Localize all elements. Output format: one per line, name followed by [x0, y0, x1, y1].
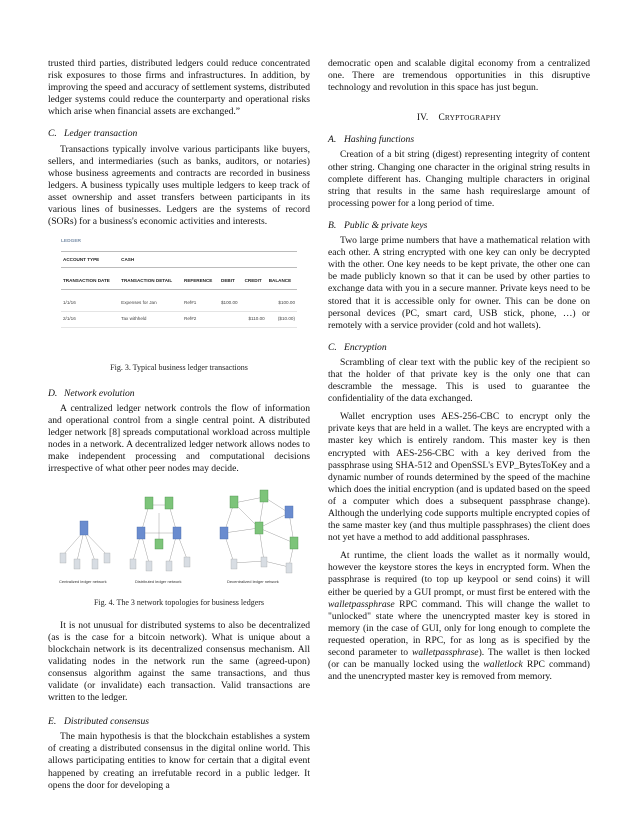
paragraph-keys: Two large prime numbers that have a mathematical relation with each other. A string encrypted with one key can only be decrypted with the other. One key needs to be kept private, the other one can be made publicly known so that it can be used by other parties to exchange data with you in a secure manner. Private keys need to be stored that it is accessible only for owner. This can be done on personal devices (PC, smart card, USB stick, phone, …) or remotely with a service provider (cold and hot wallets).: [328, 235, 590, 331]
ledger-account-row: [61, 252, 297, 268]
server-icon: [173, 527, 181, 539]
ledger-title: LEDGER: [61, 239, 81, 245]
server-icon: [137, 527, 145, 539]
server-icon: [74, 559, 80, 569]
paragraph-network-evolution: A centralized ledger network controls the flow of information and operational control from a single central point. A distributed ledger network [8] spreads computational workload across multiple nodes in a network. A decentralized ledger network allows nodes to make independent processing and computational decisions irrespective of what other peer nodes may decide.: [48, 402, 310, 475]
table-cell: Ref#2: [182, 311, 219, 327]
section-title-initial: C: [438, 113, 445, 124]
server-icon: [286, 563, 292, 573]
subsection-title: Hashing functions: [344, 134, 415, 146]
ledger-table: [61, 251, 297, 327]
section-number: IV.: [416, 113, 429, 124]
ledger-cash-head: CASH: [119, 252, 297, 268]
server-icon: [290, 537, 298, 549]
section-heading-cryptography: [328, 112, 590, 124]
paragraph-continued: democratic open and scalable digital economy from a centralized one. There are tremendous opportunities in this disruptive technology and revolution in this space has just begun.: [328, 58, 590, 94]
subsection-heading-ledger-transaction: [48, 128, 310, 140]
subsection-label: C.: [328, 341, 337, 353]
server-icon: [261, 557, 267, 567]
command-name: walletpassphrase: [411, 647, 479, 659]
server-icon: [260, 490, 268, 502]
subsection-title: Encryption: [344, 341, 387, 353]
paragraph-encryption-2: Wallet encryption uses AES-256-CBC to encrypt only the private keys that are held in a wallet. The keys are encrypted with a master key which is entirely random. This master key is then encrypted with AES-256-CBC with a key derived from the passphrase using SHA-512 and OpenSSL's EVP_BytesToKey and a dynamic number of rounds determined by the speed of the machine which does the initial encryption (and is updated based on the speed of a computer which does a subsequent passphrase change). Although the underlying code supports multiple encrypted copies of the same master key (and thus multiple passphrases) the client does not yet have a method to add additional passphrases.: [328, 411, 590, 544]
subsection-label: C.: [48, 128, 57, 140]
server-icon: [165, 497, 173, 509]
table-cell: 2/1/16: [61, 311, 119, 327]
server-icon: [130, 559, 136, 569]
centralized-network: [59, 521, 110, 584]
table-cell: $100.00: [219, 296, 243, 312]
subsection-label: E.: [48, 716, 57, 728]
figure-4: [48, 483, 310, 609]
paragraph-intro: trusted third parties, distributed ledgers could reduce concentrated risk exposures to those firms and infrastructures. In addition, by improving the speed and accuracy of settlement systems, distributed ledger systems could reduce the counterparty and operational risks which arise when financial assets are exchanged.”: [48, 58, 310, 118]
server-icon: [104, 553, 110, 563]
server-icon: [255, 522, 263, 534]
table-cell: [219, 311, 243, 327]
paragraph-distributed-consensus: The main hypothesis is that the blockchain establishes a system of creating a distributed consensus in the digital online world. This allows participating entities to know for certain that a digital event happened by creating an irrefutable record in a public ledger. It opens the door for developing a: [48, 731, 310, 791]
server-icon: [230, 496, 238, 508]
left-column: [48, 58, 310, 792]
subsection-title: Distributed consensus: [64, 716, 150, 728]
paragraph-decentralized-consensus: It is not unusual for distributed systems to also be decentralized (as is the case for a bitcoin network). What is unique about a blockchain network is its decentralized consensus mechanism. All validating nodes in the network run the same (agreed-upon) consensus algorithm against the same transactions, and thus validate (or invalidate) each transaction. Valid transactions are written to the ledger.: [48, 619, 310, 704]
label-distributed: Distributed ledger network: [135, 579, 182, 585]
paragraph-encryption-3: [328, 550, 590, 683]
ledger-col-header: TRANSACTION DETAIL: [119, 274, 182, 290]
subsection-label: A.: [328, 134, 337, 146]
subsection-title: Public & private keys: [344, 219, 428, 231]
decentralized-network: [220, 490, 298, 584]
text-span: RPC command) and the unencrypted master key is removed from memory.: [328, 659, 590, 683]
ledger-col-header: BALANCE: [267, 274, 297, 290]
table-cell: Expenses for Jan: [119, 296, 182, 312]
subsection-label: D.: [48, 387, 58, 399]
table-cell: $100.00: [267, 296, 297, 312]
distributed-network: [130, 497, 190, 584]
server-icon: [80, 521, 88, 535]
table-cell: Ref#1: [182, 296, 219, 312]
ledger-table-figure: [61, 236, 297, 327]
server-icon: [220, 527, 228, 539]
subsection-heading-network-evolution: [48, 388, 310, 400]
figure-3: [48, 236, 310, 374]
subsection-label: B.: [328, 219, 337, 231]
command-name: walletlock: [483, 659, 523, 671]
table-row: [61, 296, 297, 312]
table-row: [61, 311, 297, 327]
server-icon: [155, 539, 163, 549]
server-icon: [145, 497, 153, 509]
paragraph-encryption-1: Scrambling of clear text with the public key of the recipient so that the holder of that private key is the only one that can descramble the message. This is used to guarantee the confidentiality of the data exchanged.: [328, 356, 590, 405]
table-cell: 1/1/16: [61, 296, 119, 312]
server-icon: [231, 559, 237, 569]
ledger-col-header: TRANSACTION DATE: [61, 274, 119, 290]
label-decentralized: Decentralized ledger network: [227, 579, 279, 585]
server-icon: [146, 561, 152, 571]
text-span: RPC command. This will change the wallet to "unlocked" state where the unencrypted master key is stored in memory (in the case of GUI, only for long enough to complete the requested operation, in RPC, for as long as is specified by the second parameter to: [328, 598, 590, 659]
subsection-heading-encryption: [328, 342, 590, 354]
text-span: At runtime, the client loads the wallet as it normally would, however the keystore stores the keys in encrypted form. When the passphrase is required (to top up keypool or send coins) it will either be queried by a GUI prompt, or must first be entered with the: [328, 550, 590, 598]
server-icon: [166, 561, 172, 571]
paragraph-hashing: Creation of a bit string (digest) representing integrity of content other string. Changing one character in the original string results in complete different has. Changing multiple characters in original string that results in the same hash requireslarge amount of processing power for a long period of time.: [328, 149, 590, 209]
ledger-col-header: DEBIT: [219, 274, 243, 290]
table-cell: [243, 296, 267, 312]
section-title-rest: RYPTOGRAPHY: [444, 113, 502, 123]
ledger-col-header: REFERENCE: [182, 274, 219, 290]
table-cell: $110.00: [243, 311, 267, 327]
subsection-title: Ledger transaction: [64, 128, 138, 140]
figure-3-caption: Fig. 3. Typical business ledger transactions: [110, 362, 248, 372]
label-centralized: Centralized ledger network: [59, 579, 107, 585]
table-cell: Tax withheld: [119, 311, 182, 327]
table-cell: ($10.00): [267, 311, 297, 327]
ledger-col-header: CREDIT: [243, 274, 267, 290]
subsection-heading-distributed-consensus: [48, 716, 310, 728]
ledger-account-type-head: ACCOUNT TYPE: [61, 252, 119, 268]
text-span: ). The wallet is then locked (or can be manually locked using the: [328, 647, 590, 671]
subsection-title: Network evolution: [64, 387, 135, 399]
figure-4-caption: Fig. 4. The 3 network topologies for business ledgers: [93, 598, 265, 608]
right-column: [328, 58, 590, 683]
ledger-header-row: [61, 274, 297, 290]
server-icon: [92, 559, 98, 569]
command-name: walletpassphrase: [328, 598, 395, 610]
paragraph-ledger-transaction: Transactions typically involve various participants like buyers, sellers, and intermediaries (such as banks, auditors, or notaries) whose business agreements and contracts are recorded in business ledgers. A business typically uses multiple ledgers to keep track of asset ownership and asset transfers between participants in its various lines of businesses. Ledgers are the systems of record (SORs) for a business's economic activities and interests.: [48, 143, 310, 228]
subsection-heading-hashing: [328, 134, 590, 146]
server-icon: [60, 553, 66, 563]
subsection-heading-keys: [328, 220, 590, 232]
server-icon: [285, 506, 293, 518]
network-topologies-diagram: [49, 483, 309, 593]
server-icon: [184, 557, 190, 567]
